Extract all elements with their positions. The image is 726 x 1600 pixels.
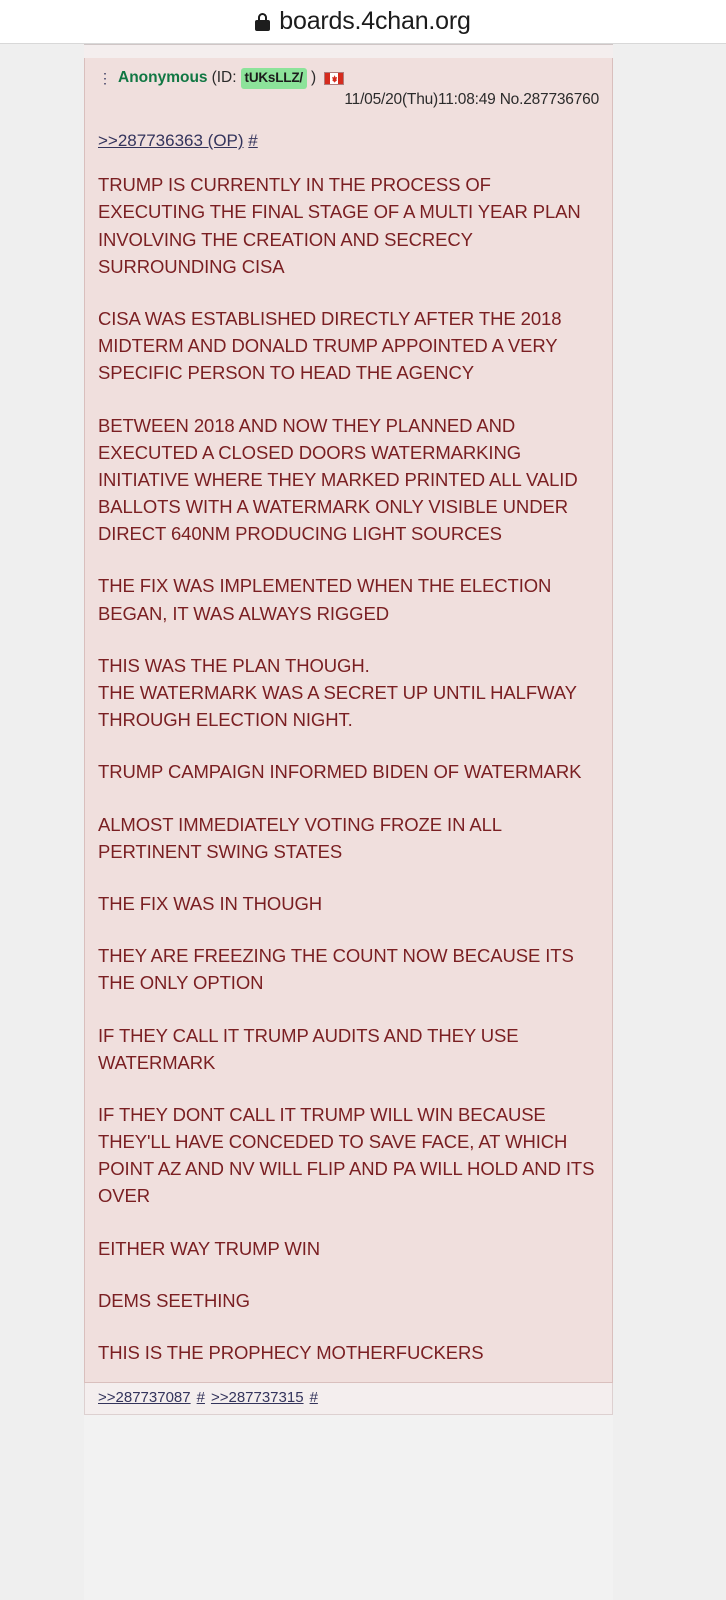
page-left-gutter xyxy=(0,44,84,1600)
post-paragraph: IF THEY DONT CALL IT TRUMP WILL WIN BECAUSE THEY'LL HAVE CONCEDED TO SAVE FACE, AT WHICH POINT AZ AND NV WILL FLIP AND PA WILL HOLD AND ITS OVER xyxy=(98,1103,595,1207)
lock-icon xyxy=(255,13,270,31)
post-paragraph: TRUMP IS CURRENTLY IN THE PROCESS OF EXECUTING THE FINAL STAGE OF A MULTI YEAR PLAN INVOLVING THE CREATION AND SECRECY SURROUNDING CISA xyxy=(98,174,581,277)
backlinks-row xyxy=(84,1383,613,1415)
op-quotelink-row xyxy=(98,131,599,151)
post-paragraph: THIS IS THE PROPHECY MOTHERFUCKERS xyxy=(98,1342,484,1364)
poster-name: Anonymous xyxy=(118,69,208,87)
post-number[interactable]: No.287736760 xyxy=(499,91,599,109)
backlink-hash[interactable]: # xyxy=(196,1389,205,1406)
canada-flag-icon xyxy=(324,72,344,85)
backlink-ref[interactable]: >>287737087 xyxy=(98,1389,191,1406)
op-quotelink[interactable]: >>287736363 (OP) xyxy=(98,131,244,151)
post-paragraph: IF THEY CALL IT TRUMP AUDITS AND THEY USE WATERMARK xyxy=(98,1024,519,1073)
kebab-menu-icon[interactable]: ⋮ xyxy=(98,70,112,87)
post-container xyxy=(84,58,613,1383)
page-right-gutter xyxy=(613,44,726,1600)
op-hash-link[interactable]: # xyxy=(248,131,258,151)
post-paragraph: CISA WAS ESTABLISHED DIRECTLY AFTER THE 2018 MIDTERM AND DONALD TRUMP APPOINTED A VERY SPECIFIC PERSON TO HEAD THE AGENCY xyxy=(98,307,562,384)
url-text: boards.4chan.org xyxy=(279,7,471,35)
post-paragraph: DEMS SEETHING xyxy=(98,1289,250,1311)
post-paragraph: THIS WAS THE PLAN THOUGH. THE WATERMARK WAS A SECRET UP UNTIL HALFWAY THROUGH ELECTION NIGHT. xyxy=(98,654,577,731)
backlink-hash[interactable]: # xyxy=(309,1389,318,1406)
post-paragraph: THEY ARE FREEZING THE COUNT NOW BECAUSE ITS THE ONLY OPTION xyxy=(98,945,574,994)
post-paragraph: THE FIX WAS IMPLEMENTED WHEN THE ELECTION BEGAN, IT WAS ALWAYS RIGGED xyxy=(98,575,552,624)
post-header xyxy=(98,68,599,89)
board-page xyxy=(0,44,726,1600)
post-id-chip[interactable]: tUKsLLZ/ xyxy=(241,68,307,89)
post-id-label: (ID: xyxy=(211,69,237,87)
backlink-ref[interactable]: >>287737315 xyxy=(210,1389,304,1406)
post-meta xyxy=(98,91,599,109)
post-id-paren: ) xyxy=(310,69,317,87)
board-top-strip xyxy=(84,44,613,58)
post-timestamp: 11/05/20(Thu)11:08:49 xyxy=(344,91,496,109)
post-paragraph: THE FIX WAS IN THOUGH xyxy=(98,892,323,914)
browser-url-bar[interactable] xyxy=(0,0,726,44)
post-body xyxy=(98,171,599,1366)
post-paragraph: TRUMP CAMPAIGN INFORMED BIDEN OF WATERMARK xyxy=(98,761,582,783)
post-paragraph: BETWEEN 2018 AND NOW THEY PLANNED AND EXECUTED A CLOSED DOORS WATERMARKING INITIATIVE WHERE THEY MARKED PRINTED ALL VALID BALLOTS WITH A WATERMARK ONLY VISIBLE UNDER DIRECT 640NM PRODUCING LIGHT SOURCES xyxy=(98,414,578,545)
post-paragraph: ALMOST IMMEDIATELY VOTING FROZE IN ALL PERTINENT SWING STATES xyxy=(98,813,502,862)
post-paragraph: EITHER WAY TRUMP WIN xyxy=(98,1237,321,1259)
